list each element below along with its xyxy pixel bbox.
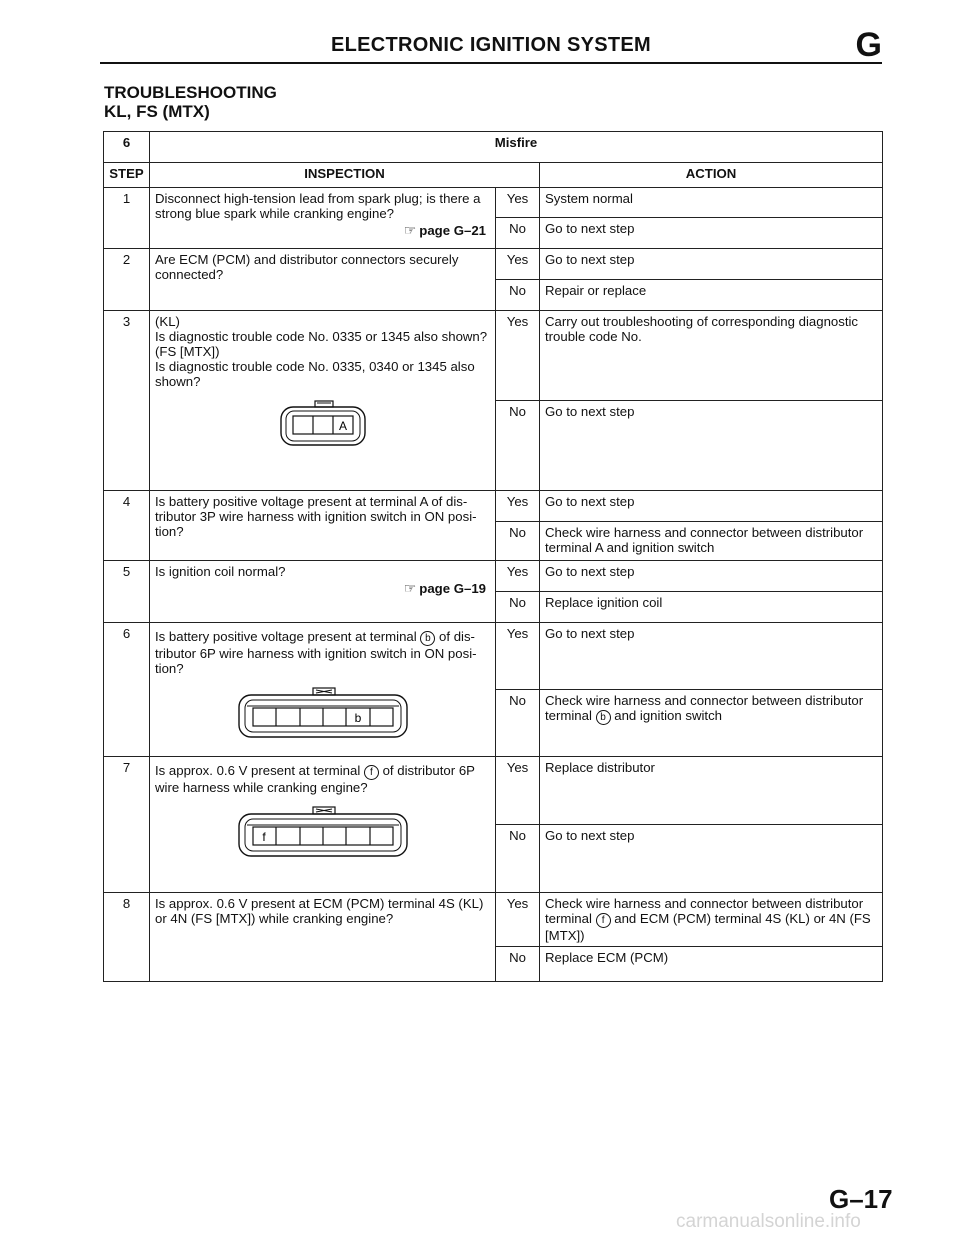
yes-action-pre: Check wire harness and connector between distributor terminal bbox=[545, 896, 864, 926]
inspection-text-post: of dis-tributor 6P wire harness with ignition switch in ON posi-tion? bbox=[155, 629, 477, 676]
inspection-text bbox=[155, 629, 490, 676]
no-label: No bbox=[496, 280, 540, 311]
inspection-text: Is battery positive voltage present at terminal A of dis-tributor 3P wire harness with ignition switch in ON posi-tion? bbox=[150, 491, 496, 561]
page-reference bbox=[155, 581, 490, 596]
inspection-text-pre: Is approx. 0.6 V present at terminal bbox=[155, 763, 361, 778]
inspection-line: (KL) bbox=[155, 314, 180, 329]
no-label: No bbox=[496, 947, 540, 982]
pointing-hand-icon: ☞ bbox=[403, 222, 417, 238]
inspection-line: Is diagnostic trouble code No. 0335 or 1345 also shown? bbox=[155, 329, 488, 344]
yes-action bbox=[540, 893, 883, 947]
connector-terminal-label: A bbox=[338, 419, 347, 433]
table-title: Misfire bbox=[150, 132, 883, 163]
no-action-post: and ignition switch bbox=[614, 708, 723, 723]
no-action: Go to next step bbox=[540, 218, 883, 249]
section-title-line1: TROUBLESHOOTING bbox=[104, 83, 277, 102]
inspection-text-pre: Is battery positive voltage present at terminal bbox=[155, 629, 417, 644]
no-label: No bbox=[496, 218, 540, 249]
no-action: Repair or replace bbox=[540, 280, 883, 311]
inspection-text-post: of distributor 6P wire harness while cranking engine? bbox=[155, 763, 475, 795]
pointing-hand-icon: ☞ bbox=[403, 580, 417, 596]
step-number: 2 bbox=[104, 249, 150, 311]
section-letter: G bbox=[855, 26, 882, 64]
yes-action: Go to next step bbox=[540, 561, 883, 592]
step-number: 3 bbox=[104, 311, 150, 491]
no-label: No bbox=[496, 690, 540, 757]
yes-action: Go to next step bbox=[540, 623, 883, 690]
step-number: 7 bbox=[104, 757, 150, 893]
page-number: G–17 bbox=[829, 1184, 893, 1214]
section-title bbox=[104, 83, 277, 121]
page-header bbox=[100, 26, 882, 64]
connector-6p-diagram-b bbox=[233, 686, 413, 742]
yes-label: Yes bbox=[496, 893, 540, 947]
yes-action-post: and ECM (PCM) terminal 4S (KL) or 4N (FS [MTX]) bbox=[545, 911, 871, 943]
yes-label: Yes bbox=[496, 491, 540, 522]
yes-label: Yes bbox=[496, 757, 540, 825]
inspection-text bbox=[155, 763, 490, 795]
no-label: No bbox=[496, 401, 540, 491]
no-label: No bbox=[496, 592, 540, 623]
no-action: Go to next step bbox=[540, 401, 883, 491]
yes-action: Replace distributor bbox=[540, 757, 883, 825]
step-row bbox=[104, 561, 883, 592]
page-reference bbox=[155, 223, 490, 238]
connector-terminal-label: f bbox=[261, 830, 266, 844]
yes-label: Yes bbox=[496, 249, 540, 280]
no-action-pre: Check wire harness and connector between distributor terminal bbox=[545, 693, 864, 723]
inspection-text: Is approx. 0.6 V present at ECM (PCM) terminal 4S (KL) or 4N (FS [MTX]) while cranking engine? bbox=[150, 893, 496, 982]
inspection-text: Is ignition coil normal? bbox=[155, 564, 286, 579]
terminal-f-symbol: f bbox=[596, 913, 611, 928]
connector-6p-diagram-f bbox=[233, 805, 413, 861]
no-action: Go to next step bbox=[540, 825, 883, 893]
column-header-step: STEP bbox=[104, 163, 150, 188]
step-number: 8 bbox=[104, 893, 150, 982]
inspection-line: (FS [MTX]) bbox=[155, 344, 220, 359]
watermark: carmanualsonline.info bbox=[676, 1211, 861, 1232]
no-label: No bbox=[496, 825, 540, 893]
page-reference-text: page G–19 bbox=[419, 581, 486, 596]
step-number: 6 bbox=[104, 623, 150, 757]
step-number: 4 bbox=[104, 491, 150, 561]
page-reference-text: page G–21 bbox=[419, 223, 486, 238]
column-header-row bbox=[104, 163, 883, 188]
terminal-b-symbol: b bbox=[596, 710, 611, 725]
step-number: 5 bbox=[104, 561, 150, 623]
no-label: No bbox=[496, 522, 540, 561]
inspection-text: Disconnect high-tension lead from spark plug; is there a strong blue spark while cranking engine? bbox=[155, 191, 481, 221]
yes-label: Yes bbox=[496, 188, 540, 218]
yes-label: Yes bbox=[496, 561, 540, 592]
column-header-action: ACTION bbox=[540, 163, 883, 188]
yes-label: Yes bbox=[496, 623, 540, 690]
yes-action: Carry out troubleshooting of corresponding diagnostic trouble code No. bbox=[540, 311, 883, 401]
yes-action: Go to next step bbox=[540, 491, 883, 522]
column-header-inspection: INSPECTION bbox=[150, 163, 540, 188]
connector-terminal-label: b bbox=[354, 711, 361, 725]
section-title-line2: KL, FS (MTX) bbox=[104, 102, 210, 121]
inspection-cell bbox=[150, 561, 496, 623]
step-row bbox=[104, 757, 883, 825]
terminal-f-symbol: f bbox=[364, 765, 379, 780]
yes-action: Go to next step bbox=[540, 249, 883, 280]
yes-label: Yes bbox=[496, 311, 540, 401]
yes-action: System normal bbox=[540, 188, 883, 218]
inspection-text: Are ECM (PCM) and distributor connectors securely connected? bbox=[150, 249, 496, 311]
inspection-cell bbox=[150, 757, 496, 893]
table-number: 6 bbox=[104, 132, 150, 163]
header-title: ELECTRONIC IGNITION SYSTEM bbox=[330, 34, 652, 56]
no-action: Replace ignition coil bbox=[540, 592, 883, 623]
step-row bbox=[104, 188, 883, 218]
inspection-cell bbox=[150, 623, 496, 757]
step-row bbox=[104, 623, 883, 690]
step-row bbox=[104, 249, 883, 280]
inspection-cell bbox=[150, 188, 496, 249]
step-number: 1 bbox=[104, 188, 150, 249]
inspection-cell bbox=[150, 311, 496, 491]
no-action bbox=[540, 690, 883, 757]
step-row bbox=[104, 893, 883, 947]
table-title-row bbox=[104, 132, 883, 163]
connector-3p-diagram bbox=[275, 399, 371, 451]
step-row bbox=[104, 491, 883, 522]
no-action: Replace ECM (PCM) bbox=[540, 947, 883, 982]
step-row bbox=[104, 311, 883, 401]
troubleshooting-table bbox=[103, 131, 883, 982]
terminal-b-symbol: b bbox=[420, 631, 435, 646]
no-action: Check wire harness and connector between distributor terminal A and ignition switch bbox=[540, 522, 883, 561]
inspection-line: Is diagnostic trouble code No. 0335, 0340 or 1345 also shown? bbox=[155, 359, 475, 389]
